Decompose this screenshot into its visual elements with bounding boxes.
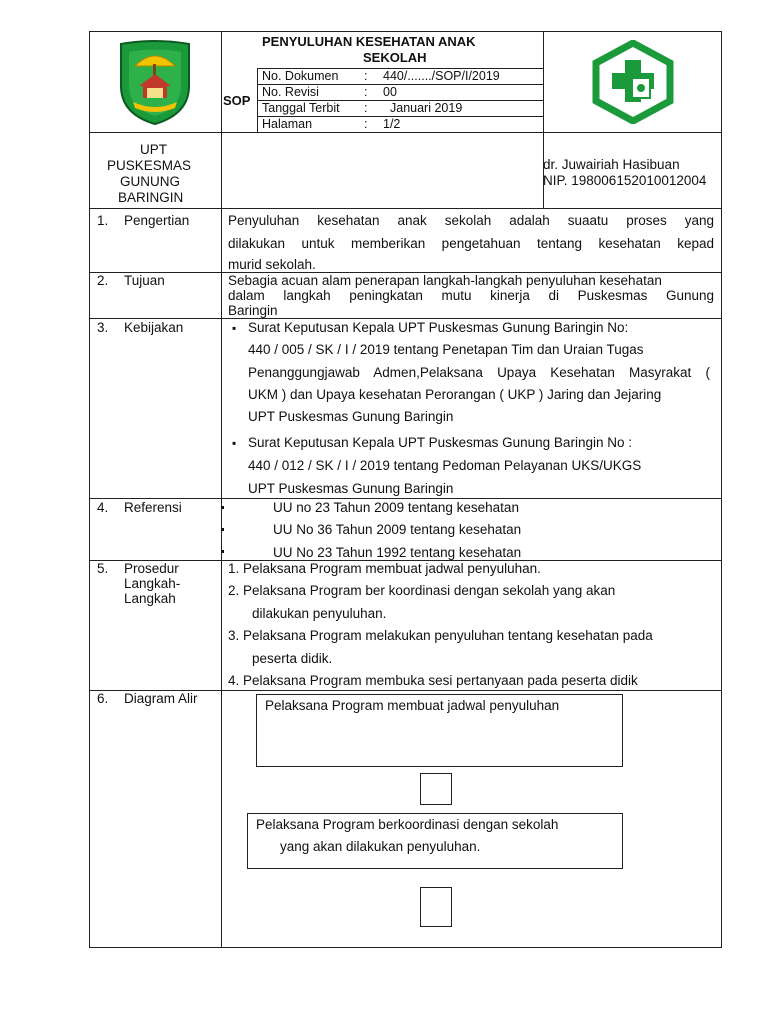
section-title: Prosedur bbox=[124, 561, 179, 576]
policy-item-line: UPT Puskesmas Gunung Baringin bbox=[248, 481, 454, 496]
section-number: 4. bbox=[97, 500, 109, 515]
sop-title-line-2: SEKOLAH bbox=[363, 50, 427, 65]
bullet-marker bbox=[221, 550, 224, 553]
policy-item-line: 440 / 005 / SK / I / 2019 tentang Penetapan Tim dan Uraian Tugas bbox=[248, 342, 644, 357]
procedure-step: 2. Pelaksana Program ber koordinasi dengan sekolah yang akan bbox=[228, 583, 616, 598]
flowchart-box-text: yang akan dilakukan penyuluhan. bbox=[280, 839, 481, 854]
procedure-step: 3. Pelaksana Program melakukan penyuluhan tentang kesehatan pada bbox=[228, 628, 653, 643]
section-number: 2. bbox=[97, 273, 109, 288]
flowchart-box-text: Pelaksana Program membuat jadwal penyuluhan bbox=[265, 698, 560, 713]
org-name-line: UPT bbox=[140, 142, 167, 157]
doc-field-value: 440/......./SOP/I/2019 bbox=[383, 69, 500, 83]
section-number: 6. bbox=[97, 691, 109, 706]
procedure-step: dilakukan penyuluhan. bbox=[252, 606, 387, 621]
policy-item-line: ▪ Surat Keputusan Kepala UPT Puskesmas Gunung Baringin No : bbox=[248, 435, 632, 451]
org-name-line: PUSKESMAS bbox=[107, 158, 192, 173]
section-text-line: Penyuluhan kesehatan anak sekolah adalah suaatu proses yang bbox=[228, 213, 714, 228]
doc-field-label: Halaman bbox=[262, 117, 313, 131]
doc-field-value: 1/2 bbox=[383, 117, 401, 131]
policy-item-line: UPT Puskesmas Gunung Baringin bbox=[248, 409, 454, 424]
section-number: 5. bbox=[97, 561, 109, 576]
bullet-marker bbox=[221, 528, 224, 531]
reference-item: UU No 23 Tahun 1992 tentang kesehatan bbox=[273, 545, 522, 560]
section-title: Langkah- bbox=[124, 576, 181, 591]
section-text-line: dilakukan untuk memberikan pengetahuan tentang kesehatan kepad bbox=[228, 236, 714, 251]
section-number: 3. bbox=[97, 320, 109, 335]
flowchart-connector bbox=[420, 887, 452, 927]
procedure-step: peserta didik. bbox=[252, 651, 333, 666]
section-text-line: murid sekolah. bbox=[228, 257, 316, 272]
policy-item-line: Penanggungjawab Admen,Pelaksana Upaya Kesehatan Masyrakat ( bbox=[248, 365, 710, 380]
flowchart-box bbox=[247, 813, 623, 869]
section-number: 1. bbox=[97, 213, 109, 228]
doc-field-value: Januari 2019 bbox=[390, 101, 463, 115]
doc-field-sep: : bbox=[364, 101, 368, 115]
reference-item: UU No 36 Tahun 2009 tentang kesehatan bbox=[273, 522, 522, 537]
section-title: Tujuan bbox=[124, 273, 165, 288]
reference-item: UU no 23 Tahun 2009 tentang kesehatan bbox=[273, 500, 519, 515]
sop-label: SOP bbox=[223, 93, 251, 108]
doc-field-sep: : bbox=[364, 69, 368, 83]
flowchart-box bbox=[256, 694, 623, 767]
section-title: Langkah bbox=[124, 591, 176, 606]
policy-item-line: ▪ Surat Keputusan Kepala UPT Puskesmas Gunung Baringin No: bbox=[248, 320, 628, 336]
flowchart-box-text: Pelaksana Program berkoordinasi dengan sekolah bbox=[256, 817, 559, 832]
section-title: Pengertian bbox=[124, 213, 190, 228]
signer-nip: NIP. 198006152010012004 bbox=[543, 173, 707, 188]
signer-name: dr. Juwairiah Hasibuan bbox=[543, 157, 680, 172]
section-text-line: Sebagia acuan alam penerapan langkah-langkah penyuluhan kesehatan bbox=[228, 273, 662, 288]
puskesmas-logo bbox=[592, 40, 674, 124]
doc-field-value: 00 bbox=[383, 85, 397, 99]
doc-field-sep: : bbox=[364, 85, 368, 99]
section-text-line: dalam langkah peningkatan mutu kinerja di Puskesmas Gunung bbox=[228, 288, 714, 303]
procedure-step: 1. Pelaksana Program membuat jadwal penyuluhan. bbox=[228, 561, 541, 576]
flowchart-connector bbox=[420, 773, 452, 805]
doc-field-sep: : bbox=[364, 117, 368, 131]
policy-item-line: UKM ) dan Upaya kesehatan Perorangan ( UKP ) Jaring dan Jejaring bbox=[248, 387, 662, 402]
section-title: Kebijakan bbox=[124, 320, 184, 335]
regency-crest-logo bbox=[115, 36, 195, 126]
procedure-step: 4. Pelaksana Program membuka sesi pertanyaan pada peserta didik bbox=[228, 673, 638, 688]
section-title: Diagram Alir bbox=[124, 691, 198, 706]
section-title: Referensi bbox=[124, 500, 182, 515]
doc-field-label: Tanggal Terbit bbox=[262, 101, 340, 115]
policy-item-line: 440 / 012 / SK / I / 2019 tentang Pedoman Pelayanan UKS/UKGS bbox=[248, 458, 642, 473]
org-name-line: GUNUNG bbox=[120, 174, 180, 189]
sop-title-line-1: PENYULUHAN KESEHATAN ANAK bbox=[262, 34, 476, 49]
section-text-line: Baringin bbox=[228, 303, 278, 318]
doc-field-label: No. Dokumen bbox=[262, 69, 339, 83]
doc-field-label: No. Revisi bbox=[262, 85, 319, 99]
org-name-line: BARINGIN bbox=[118, 190, 184, 205]
bullet-marker bbox=[221, 506, 224, 509]
